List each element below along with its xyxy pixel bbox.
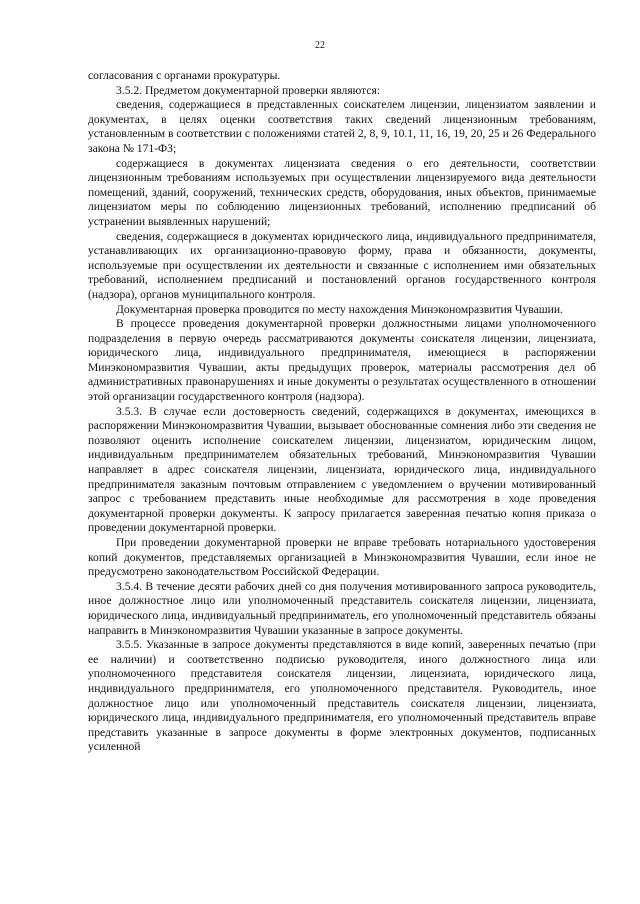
paragraph: сведения, содержащиеся в документах юридического лица, индивидуального предпринимателя, устанавливающих их организационно-правовую форму, права и обязанности, документы, используемые при осуществлении их деятельности и связанные с исполнением ими обязательных требований, исполнением предписаний и постановлений органов государственного контроля (надзора), органов муниципального контроля.: [88, 229, 596, 301]
paragraph: 3.5.2. Предметом документарной проверки являются:: [116, 83, 381, 97]
paragraph: В процессе проведения документарной проверки должностными лицами уполномоченного подразделения в первую очередь рассматриваются документы соискателя лицензии, лицензиата, юридического лица, индивидуального предпринимателя, имеющиеся в распоряжении Минэкономразвития Чувашии, акты предыдущих проверок, материалы рассмотрения дел об административных правонарушениях и иные документы о результатах осуществленного в отношении этой организации государственного контроля (надзора).: [88, 317, 596, 404]
page-body: [88, 69, 596, 755]
page-number: 22: [315, 40, 325, 51]
paragraph: согласования с органами прокуратуры.: [88, 69, 281, 82]
paragraph: При проведении документарной проверки не вправе требовать нотариального удостоверения копий документов, представляемых организацией в Минэкономразвития Чувашии, если иное не предусмотрено законодательством Российской Федерации.: [88, 536, 596, 579]
paragraph: содержащиеся в документах лицензиата сведения о его деятельности, соответствии лицензионным требованиям используемых при осуществлении лицензируемого вида деятельности помещений, зданий, сооружений, технических средств, оборудования, иных объектов, принимаемые лицензиатом меры по соблюдению лицензионных требований, исполнению предписаний об устранении выявленных нарушений;: [88, 156, 596, 228]
paragraph: Документарная проверка проводится по месту нахождения Минэкономразвития Чувашии.: [116, 302, 563, 316]
paragraph: 3.5.5. Указанные в запросе документы представляются в виде копий, заверенных печатью (при ее наличии) и соответственно подписью руководителя, иного должностного лица или уполномоченного представителя соискателя лицензии, лицензиата, юридического лица, индивидуального предпринимателя, его уполномоченного представителя. Руководитель, иное должностное лицо или уполномоченный представитель соискателя лицензии, лицензиата, юридического лица, индивидуального предпринимателя, его уполномоченный представитель вправе представить указанные в запросе документы в форме электронных документов, подписанных усиленной: [88, 638, 596, 754]
paragraph: 3.5.4. В течение десяти рабочих дней со дня получения мотивированного запроса руководитель, иное должностное лицо или уполномоченный представитель соискателя лицензии, лицензиата, юридического лица, индивидуальный предприниматель, его уполномоченный представитель обязаны направить в Минэкономразвития Чувашии указанные в запросе документы.: [88, 579, 596, 637]
paragraph: сведения, содержащиеся в представленных соискателем лицензии, лицензиатом заявлении и документах, в целях оценки соответствия таких сведений лицензионным требованиям, установленным в соответствии с положениями статей 2, 8, 9, 10.1, 11, 16, 19, 20, 25 и 26 Федерального закона № 171-ФЗ;: [88, 98, 596, 155]
paragraph: 3.5.3. В случае если достоверность сведений, содержащихся в документах, имеющихся в распоряжении Минэкономразвития Чувашии, вызывает обоснованные сомнения либо эти сведения не позволяют оценить исполнение соискателем лицензии, лицензиатом, юридическим лицом, индивидуальным предпринимателем обязательных требований, Минэкономразвития Чувашии направляет в адрес соискателя лицензии, лицензиата, юридического лица, индивидуального предпринимателя заказным почтовым отправлением с уведомлением о вручении мотивированный запрос с требованием представить иные необходимые для рассмотрения в ходе проведения документарной проверки документы. К запросу прилагается заверенная печатью копия приказа о проведении документарной проверки.: [88, 404, 596, 535]
